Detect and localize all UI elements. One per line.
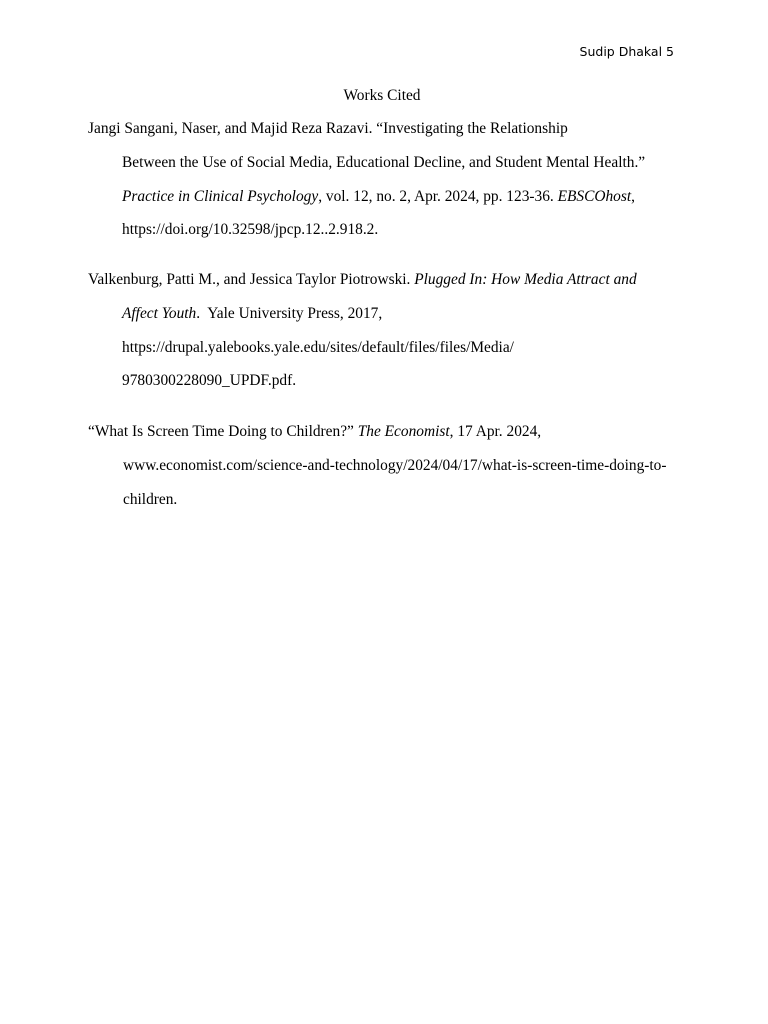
citation-text: Valkenburg, Patti M., and Jessica Taylor Piotrowski.	[88, 271, 415, 288]
citation-url: 9780300228090_UPDF.pdf.	[122, 372, 297, 389]
citation-line	[123, 457, 667, 475]
citation-line	[88, 423, 541, 441]
citation-text: “What Is Screen Time Doing to Children?”	[88, 423, 358, 440]
citation-text: . Yale University Press, 2017,	[196, 305, 383, 322]
citation-line	[122, 188, 635, 206]
citation-line	[122, 221, 378, 239]
citation-text: Jangi Sangani, Naser, and Majid Reza Razavi. “Investigating the Relationship	[88, 120, 568, 137]
citation-url: https://drupal.yalebooks.yale.edu/sites/default/files/files/Media/	[122, 339, 514, 356]
journal-title: Practice in Clinical Psychology	[122, 188, 319, 205]
citation-url: https://doi.org/10.32598/jpcp.12..2.918.2.	[122, 221, 379, 238]
citation-text: , 17 Apr. 2024,	[449, 423, 542, 440]
database-name: EBSCOhost	[557, 188, 632, 205]
citation-text: Between the Use of Social Media, Educational Decline, and Student Mental Health.”	[122, 154, 646, 171]
citation-url: children.	[123, 491, 178, 508]
publication-title: The Economist	[357, 423, 450, 440]
citation-line	[123, 491, 177, 509]
citation-line	[88, 271, 637, 289]
book-title: Affect Youth	[122, 305, 197, 322]
citation-line	[88, 120, 568, 138]
citation-line	[122, 154, 645, 172]
citation-text: , vol. 12, no. 2, Apr. 2024, pp. 123-36.	[318, 188, 558, 205]
citation-text: ,	[631, 188, 636, 205]
citation-line	[122, 372, 296, 390]
page-title: Works Cited	[343, 87, 421, 104]
citation-line	[122, 339, 514, 357]
book-title: Plugged In: How Media Attract and	[414, 271, 637, 288]
citation-line	[122, 305, 382, 323]
running-head: Sudip Dhakal 5	[579, 44, 674, 59]
citation-url: www.economist.com/science-and-technology/2024/04/17/what-is-screen-time-doing-to-	[123, 457, 667, 474]
